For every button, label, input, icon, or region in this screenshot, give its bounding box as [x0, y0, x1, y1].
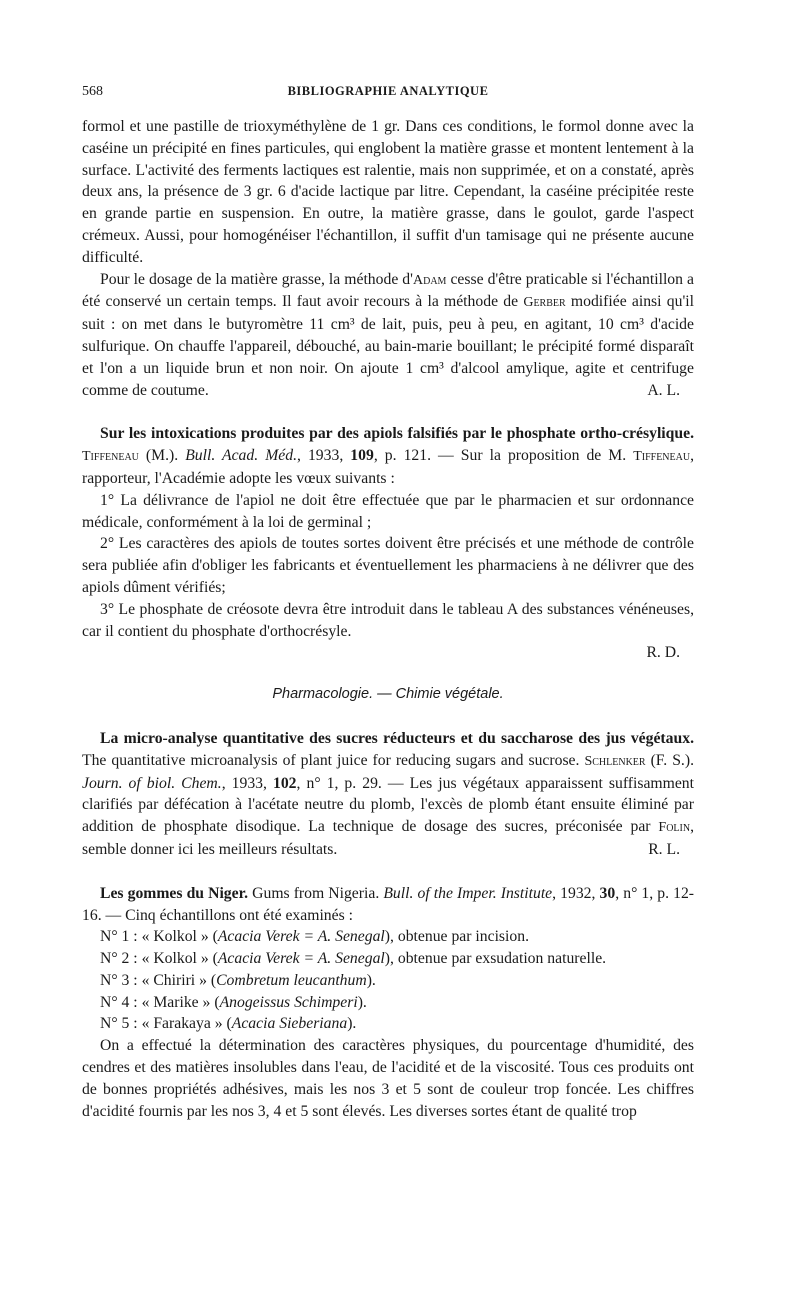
signature: A. L. [647, 381, 680, 399]
page [82, 84, 694, 1122]
author-name: Gerber [523, 295, 566, 311]
author-name: Folin [658, 820, 691, 836]
volume: 102 [272, 774, 297, 792]
author-name: Schlenker [584, 753, 646, 769]
spacer [82, 401, 694, 423]
article-apiols: Sur les intoxications produites par des apiols falsifiés par le phosphate ortho-crésylique. Tiffeneau (M.). Bull. Acad. Méd., 1933, 109, p. 121. — Sur la proposition de M. Tiffeneau, rapporteur, l'Académie adopte les vœux suivants : [82, 425, 694, 487]
article-gommes: Les gommes du Niger. Gums from Nigeria. Bull. of the Imper. Institute, 1932, 30, n° 1, p. 12-16. — Cinq échantillons ont été examinés : [82, 884, 695, 924]
page-number: 568 [82, 84, 103, 99]
intro-paragraph-2: Pour le dosage de la matière grasse, la méthode d'Adam cesse d'être praticable si l'échantillon a été conservé un certain temps. Il faut avoir recours à la méthode de Gerber modifiée ainsi qu'il suit : on met dans le butyromètre 11 cm³ de lait, puis, peu à peu, en agitant, 10 cm³ d'acide sulfurique. On chauffe l'appareil, débouché, au bain-marie bouillant; le précipité formé disparaît et l'on a un liquide brun et non noir. On ajoute 1 cm³ d'alcool amylique, agite et centrifuge comme de coutume. A. L. [82, 269, 694, 402]
journal-name: Journ. of biol. Chem. [82, 774, 222, 792]
journal-name: Bull. of the Imper. Institute [383, 884, 553, 902]
list-item: 3° Le phosphate de créosote devra être introduit dans le tableau A des substances vénéneuses, car il contient du phosphate d'orthocrésyle. [82, 600, 694, 640]
list-item: 2° Les caractères des apiols de toutes sortes doivent être précisés et une méthode de contrôle sera publiée afin d'obliger les fabricants et éventuellement les pharmaciens à ne délivrer que des apiols dûment vérifiés; [82, 535, 694, 596]
page-body [82, 116, 694, 1122]
signature: R. L. [648, 840, 680, 858]
article-title: La micro-analyse quantitative des sucres réducteurs et du saccharose des jus végétaux. [100, 729, 694, 747]
volume: 109 [350, 447, 374, 465]
list-item: N° 5 : « Farakaya » (Acacia Sieberiana). [100, 1015, 357, 1033]
signature: R. D. [646, 644, 680, 662]
section-heading: Pharmacologie. — Chimie végétale. [272, 686, 504, 703]
article-title: Sur les intoxications produites par des apiols falsifiés par le phosphate ortho-crésylique. [100, 425, 694, 443]
list-item: 1° La délivrance de l'apiol ne doit être effectuée que par le pharmacien et sur ordonnance médicale, conformément à la loi de germinal ; [82, 491, 694, 531]
page-header [82, 84, 694, 106]
list-item: N° 2 : « Kolkol » (Acacia Verek = A. Senegal), obtenue par exsudation naturelle. [100, 950, 607, 968]
list-item: N° 4 : « Marike » (Anogeissus Schimperi). [100, 993, 367, 1011]
closing-paragraph: On a effectué la détermination des caractères physiques, du pourcentage d'humidité, des cendres et des matières insolubles dans l'eau, de l'acidité et de la viscosité. Tous ces produits ont de bonnes propriétés adhésives, mais les nos 3 et 5 sont de couleur trop foncée. Les chiffres d'acidité fournis par les nos 3, 4 et 5 sont élevés. Les diverses sortes étant de qualité trop [82, 1037, 694, 1120]
list-item: N° 1 : « Kolkol » (Acacia Verek = A. Senegal), obtenue par incision. [100, 928, 529, 946]
author-name: Tiffeneau [82, 449, 139, 465]
running-title: BIBLIOGRAPHIE ANALYTIQUE [287, 84, 489, 98]
article-sucres: La micro-analyse quantitative des sucres réducteurs et du saccharose des jus végétaux. The quantitative microanalysis of plant juice for reducing sugars and sucrose. Schlenker (F. S.). Journ. of biol. Chem., 1933, 102, n° 1, p. 29. — Les jus végétaux apparaissent suffisamment clarifiés par défécation à l'acétate neutre du plomb, l'excès de plomb étant ensuite éliminé par addition de phosphate disodique. La technique de dosage des sucres, préconisée par Folin, semble donner ici les meilleurs résultats. R. L. [82, 728, 694, 861]
journal-name: Bull. Acad. Méd. [185, 447, 297, 465]
intro-paragraph: formol et une pastille de trioxyméthylène de 1 gr. Dans ces conditions, le formol donne avec la caséine un précipité en fines particules, qui englobent la matière grasse et montent lentement à la surface. L'activité des ferments lactiques est ralentie, mais non supprimée, et on a constaté, après deux ans, la présence de 3 gr. 6 d'acide lactique par litre. Cependant, la caséine précipitée reste en grande partie en suspension. En outre, la matière grasse, dans le goulot, garde l'aspect crémeux. Aussi, pour homogénéiser l'échantillon, il suffit d'un tamisage qui ne présente aucune difficulté. [82, 118, 694, 266]
volume: 30 [599, 884, 616, 902]
author-name: Adam [412, 272, 447, 288]
article-title: Les gommes du Niger. [100, 884, 249, 902]
list-item: N° 3 : « Chiriri » (Combretum leucanthum). [100, 971, 376, 989]
author-name: Tiffeneau [633, 449, 691, 465]
spacer [82, 861, 694, 883]
